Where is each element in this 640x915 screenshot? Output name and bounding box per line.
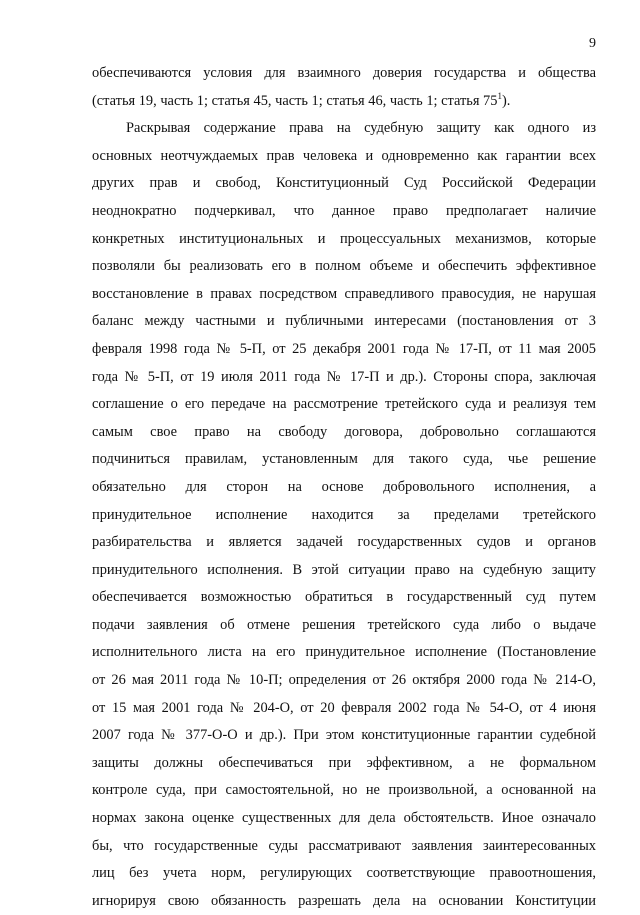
text-line: конкретных институциональных и процессуальных механизмов, которые	[92, 230, 596, 247]
text-line: неоднократно подчеркивал, что данное право предполагает наличие	[92, 202, 596, 219]
page-number: 9	[589, 36, 596, 51]
text-line: восстановление в правах посредством справедливого правосудия, не нарушая	[92, 285, 596, 302]
text-line: баланс между частными и публичными интересами (постановления от 3	[92, 313, 596, 330]
text-line: лиц без учета норм, регулирующих соответствующие правоотношения,	[92, 865, 596, 882]
text-line: позволяли бы реализовать его в полном объеме и обеспечить эффективное	[92, 258, 596, 275]
text-line: февраля 1998 года № 5-П, от 25 декабря 2001 года № 17-П, от 11 мая 2005	[92, 340, 596, 357]
text-line: Раскрывая содержание права на судебную защиту как одного из	[126, 120, 596, 137]
superscript: 1	[497, 90, 502, 101]
text-fragment: ).	[501, 92, 511, 109]
text-line	[92, 88, 596, 116]
text-fragment: (статья 19, часть 1; статья 45, часть 1; статья 46, часть 1; статья 75	[92, 92, 498, 109]
text-line: бы, что государственные суды рассматривают заявления заинтересованных	[92, 837, 596, 854]
text-line: игнорируя свою обязанность разрешать дела на основании Конституции	[92, 892, 596, 909]
text-line: защиты должны обеспечиваться при эффективном, а не формальном	[92, 754, 596, 771]
text-line: обеспечивается возможностью обратиться в государственный суд путем	[92, 589, 596, 606]
text-line: исполнительного листа на его принудительное исполнение (Постановление	[92, 644, 596, 661]
text-line: года № 5-П, от 19 июля 2011 года № 17-П и др.). Стороны спора, заключая	[92, 368, 596, 385]
document-body	[92, 60, 596, 915]
text-line: от 26 мая 2011 года № 10-П; определения от 26 октября 2000 года № 214-О,	[92, 672, 596, 689]
text-line: самым свое право на свободу договора, добровольно соглашаются	[92, 423, 596, 440]
text-line: основных неотчуждаемых прав человека и одновременно как гарантии всех	[92, 147, 596, 164]
text-line: от 15 мая 2001 года № 204-О, от 20 февраля 2002 года № 54-О, от 4 июня	[92, 699, 596, 716]
text-line: 2007 года № 377-О-О и др.). При этом конституционные гарантии судебной	[92, 727, 596, 744]
text-line: других прав и свобод, Конституционный Суд Российской Федерации	[92, 175, 596, 192]
text-line: обеспечиваются условия для взаимного доверия государства и общества	[92, 65, 596, 81]
text-line: принудительного исполнения. В этой ситуации право на судебную защиту	[92, 561, 596, 578]
text-line: принудительное исполнение находится за пределами третейского	[92, 506, 596, 523]
text-line: разбирательства и является задачей государственных судов и органов	[92, 534, 596, 551]
paragraph-2	[92, 115, 596, 915]
text-line: подчиниться правилам, установленным для такого суда, чье решение	[92, 451, 596, 468]
text-line: подачи заявления об отмене решения третейского суда либо о выдаче	[92, 616, 596, 633]
text-line: соглашение о его передаче на рассмотрение третейского суда и реализуя тем	[92, 396, 596, 413]
text-line: обязательно для сторон на основе добровольного исполнения, а	[92, 478, 596, 495]
text-line: нормах закона оценке существенных для дела обстоятельств. Иное означало	[92, 810, 596, 827]
text-line: контроле суда, при самостоятельной, но не произвольной, а основанной на	[92, 782, 596, 799]
paragraph-1	[92, 60, 596, 115]
